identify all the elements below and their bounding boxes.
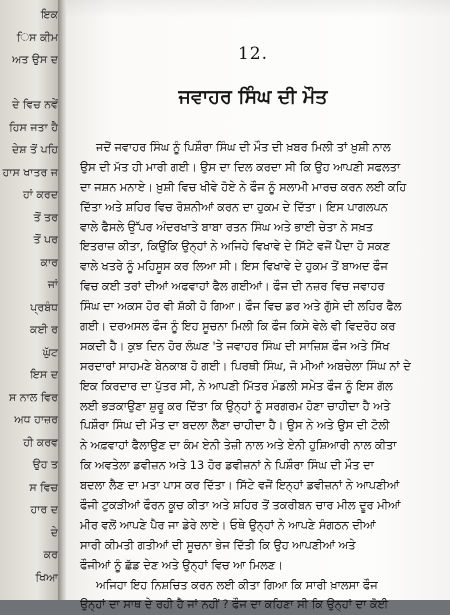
body-line: ਮੀਰ ਵਲੋਂ ਆਪਣੇ ਪੈਰ ਜਾ ਡੇਰੇ ਲਾਏ। ਓਥੇ ਉਨ੍ਹਾਂ ਨੇ ਆਪਣੇ ਸੰਗਠਨ ਦੀਆਂ: [80, 518, 376, 532]
body-line: ਵਾਲੇ ਖਤਰੇ ਨੂੰ ਮਹਿਸੂਸ ਕਰ ਲਿਆ ਸੀ। ਇਸ ਵਿਖਾਵੇ ਦੇ ਹੁਕਮ ਤੋਂ ਬਾਅਦ ਫੌਜ: [80, 260, 388, 274]
body-line: ਵਾਲੇ ਫੈਸਲੇ ਉੱਪਰ ਅੰਦਰਖਾਤੇ ਬਾਬਾ ਰਤਨ ਸਿੰਘ ਅਤੇ ਭਾਈ ਚੇਤਾ ਨੇ ਸਖ਼ਤ: [80, 220, 373, 234]
left-page-line: ਹਾਸ ਖਾਤਰ ਜ: [2, 165, 58, 179]
left-page-line: ਉਹ ਤ: [32, 458, 58, 471]
body-line: ਕਿ ਅਵਤੇਲਾ ਡਵੀਜ਼ਨ ਅਤੇ 13 ਹੋਰ ਡਵੀਜ਼ਨਾਂ ਨੇ ਪਿਸ਼ੌਰਾ ਸਿੰਘ ਦੀ ਮੌਤ ਦਾ: [80, 459, 374, 473]
left-page-line: ਹਾਰ ਦ: [30, 503, 58, 516]
body-line: ਵਿਚ ਕਈ ਤਰਾਂ ਦੀਆਂ ਅਫਵਾਹਾਂ ਫੈਲ ਗਈਆਂ। ਫੌਜ ਦੀ ਨਜ਼ਰ ਵਿਚ ਜਵਾਹਰ: [80, 280, 385, 294]
body-line: ਗਈ। ਦਰਅਸਲ ਫੌਜ ਨੂੰ ਇਹ ਸੂਚਨਾ ਮਿਲੀ ਕਿ ਫੌਜ ਕਿਸੇ ਵੇਲੇ ਵੀ ਵਿਦਰੋਹ ਕਰ: [80, 320, 396, 334]
left-page-line: ਕਾਰ: [40, 255, 58, 269]
right-page: [66, 0, 450, 612]
left-page-line: ਦੇਸ਼ ਤੋਂ ਪਹਿ: [11, 143, 58, 156]
body-line: ਫੌਜੀ ਟੁਕੜੀਆਂ ਫੌਰਨ ਕੂਚ ਕੀਤਾ ਅਤੇ ਸ਼ਹਿਰ ਤੋਂ ਤਕਰੀਬਨ ਚਾਰ ਮੀਲ ਦੂਰ ਮੀਆਂ: [80, 499, 401, 513]
body-line: ਦਿੱਤਾ ਅਤੇ ਸ਼ਹਿਰ ਵਿਚ ਰੋਸ਼ਨੀਆਂ ਕਰਨ ਦਾ ਹੁਕਮ ਦੇ ਦਿੱਤਾ। ਇਸ ਪਾਗਲਪਨ: [80, 200, 388, 214]
body-line: ਨੇ ਅਫ਼ਵਾਹਾਂ ਫੈਲਾਉਣ ਦਾ ਕੰਮ ਏਨੀ ਤੇਜ਼ੀ ਨਾਲ ਅਤੇ ਏਨੀ ਹੁਸ਼ਿਆਰੀ ਨਾਲ ਕੀਤਾ: [80, 439, 397, 453]
left-page-line: ਪ੍ਰਬੰਧ: [30, 300, 58, 314]
left-page-line: ਸ ਨਾਲ ਵਿਰ: [8, 390, 58, 404]
body-line: ਅਜਿਹਾ ਇਹ ਨਿਸ਼ਚਿਤ ਕਰਨ ਲਈ ਕੀਤਾ ਗਿਆ ਕਿ ਸਾਰੀ ਖ਼ਾਲਸਾ ਫੌਜ: [96, 578, 378, 592]
body-line: ਜਦੋਂ ਜਵਾਹਰ ਸਿੰਘ ਨੂੰ ਪਿਸ਼ੌਰਾ ਸਿੰਘ ਦੀ ਮੌਤ ਦੀ ਖ਼ਬਰ ਮਿਲੀ ਤਾਂ ਖ਼ੁਸ਼ੀ ਨਾਲ: [96, 141, 391, 154]
body-line: ਸਕਦੀ ਹੈ। ਕੁਝ ਦਿਨ ਹੋਰ ਲੰਘਣ 'ਤੇ ਜਵਾਹਰ ਸਿੰਘ ਦੀ ਸਾਜ਼ਿਸ਼ ਫੌਜ ਅਤੇ ਸਿੱਖ: [80, 339, 390, 353]
left-page-line: ਅਧ ਹਾਜ਼ਰ: [14, 413, 58, 426]
body-line: ਉਨ੍ਹਾਂ ਦਾ ਸਾਥ ਦੇ ਰਹੀ ਹੈ ਜਾਂ ਨਹੀਂ ? ਫੌਜ ਦਾ ਕਹਿਣਾ ਸੀ ਕਿ ਉਨ੍ਹਾਂ ਦਾ ਕੋਈ: [80, 598, 389, 612]
left-page-line: ਇਸ ਦ: [30, 368, 58, 381]
chapter-title: ਜਵਾਹਰ ਸਿੰਘ ਦੀ ਮੌਤ: [178, 86, 328, 108]
body-line: ਪਿਸ਼ੌਰਾ ਸਿੰਘ ਦੀ ਮੌਤ ਦਾ ਬਦਲਾ ਲੈਣਾ ਚਾਹੀਦਾ ਹੈ। ਉਸ ਨੇ ਅਤੇ ਉਸ ਦੀ ਟੋਲੀ: [80, 419, 390, 433]
body-line: ਲਈ ਭੜਕਾਉਣਾ ਸ਼ੁਰੂ ਕਰ ਦਿੱਤਾ ਕਿ ਉਨ੍ਹਾਂ ਨੂੰ ਸਰਗਰਮ ਹੋਣਾ ਚਾਹੀਦਾ ਹੈ ਅਤੇ: [80, 399, 391, 413]
left-page-line: ਇਕ: [40, 8, 58, 21]
left-page-line: ਹਾਂ ਕਰਦ: [23, 188, 58, 201]
left-page-line: ਜਾਂ: [47, 278, 58, 291]
left-page-line: ਅਤ ਉਸ ਦ: [11, 53, 58, 66]
body-line: ਸਾਰੀ ਕੀਮਤੀ ਗਤੀਆਂ ਦੀ ਸੂਚਨਾ ਭੇਜ ਦਿੱਤੀ ਕਿ ਉਹ ਆਪਣੀਆਂ ਅਤੇ: [80, 538, 356, 552]
body-line: ਇਤਰਾਜ਼ ਕੀਤਾ, ਕਿਉਂਕਿ ਉਨ੍ਹਾਂ ਨੇ ਅਜਿਹੇ ਵਿਖਾਵੇ ਦੇ ਸਿੱਟੇ ਵਜੋਂ ਪੈਦਾ ਹੋ ਸਕਣ: [80, 240, 390, 254]
left-page-line: ਦੇ ਵਿਚ ਨਵੇਂ: [12, 98, 58, 111]
left-page-line: ਦੇ: [50, 525, 58, 539]
left-page-line: ਤੋਂ ਪਰ: [33, 233, 58, 246]
body-line: ਦਾ ਜਸ਼ਨ ਮਨਾਏ। ਖ਼ੁਸ਼ੀ ਵਿਚ ਖੀਵੇ ਹੋਏ ਨੇ ਫੌਜ ਨੂੰ ਸਲਾਮੀ ਮਾਰਚ ਕਰਨ ਲਈ ਕਹਿ: [80, 180, 407, 194]
left-facing-page: [0, 0, 62, 600]
body-line: ਫੌਜੀਆਂ ਨੂੰ ਛੱਡ ਦੇਣ ਅਤੇ ਉਨ੍ਹਾਂ ਵਿਚ ਆ ਮਿਲਣ।: [80, 558, 283, 572]
body-line: ਸਰਦਾਰਾਂ ਸਾਹਮਣੇ ਬੇਨਕਾਬ ਹੋ ਗਈ। ਪਿਰਥੀ ਸਿੰਘ, ਜੋ ਮੀਆਂ ਅਬਚੇਲਾ ਸਿੰਘ ਨਾਂ ਦੇ: [80, 359, 411, 373]
left-page-line: ਤੋਂ ਤਰ: [33, 210, 58, 224]
left-page-line: ਹੀ ਕਰਵ: [23, 435, 58, 449]
left-page-line: ਕਰ: [43, 548, 58, 561]
left-page-line: ਕਈ ਰ: [29, 323, 58, 336]
page-shadow: [66, 0, 450, 18]
body-line: ਉਸ ਦੀ ਮੱਤ ਹੀ ਮਾਰੀ ਗਈ। ਉਸ ਦਾ ਦਿਲ ਕਰਦਾ ਸੀ ਕਿ ਉਹ ਆਪਣੀ ਸਫਲਤਾ: [80, 160, 401, 174]
body-line: ਬਦਲਾ ਲੈਣ ਦਾ ਮਤਾ ਪਾਸ ਕਰ ਦਿੱਤਾ। ਸਿੱਟੇ ਵਜੋਂ ਇਨ੍ਹਾਂ ਡਵੀਜ਼ਨਾਂ ਨੇ ਆਪਣੀਆਂ: [80, 479, 400, 493]
body-line: ਸਿੰਘ ਦਾ ਅਕਸ ਹੋਰ ਵੀ ਸ਼ੱਕੀ ਹੋ ਗਿਆ। ਫੌਜ ਵਿਚ ਡਰ ਅਤੇ ਗੁੱਸੇ ਦੀ ਲਹਿਰ ਫੈਲ: [80, 300, 402, 314]
left-page-line: ਖਿਆ: [35, 570, 58, 584]
left-page-line: ਘੁੱਟ: [42, 345, 58, 359]
chapter-number: 12.: [237, 44, 269, 64]
body-line: ਇਕ ਕਿਰਦਾਰ ਦਾ ਪੁੱਤਰ ਸੀ, ਨੇ ਆਪਣੀ ਮਿੱਤਰ ਮੰਡਲੀ ਸਮੇਤ ਫੌਜ ਨੂੰ ਇਸ ਗੱਲ: [80, 379, 393, 393]
chapter-body: [80, 138, 440, 615]
left-page-line: ਹਿਸ ਜਤਾ ਹੈ: [9, 120, 58, 134]
left-page-line: ਿਸ ਕੀਮ: [16, 30, 58, 44]
left-page-line: ਸ ਵਿਚ: [29, 480, 58, 494]
